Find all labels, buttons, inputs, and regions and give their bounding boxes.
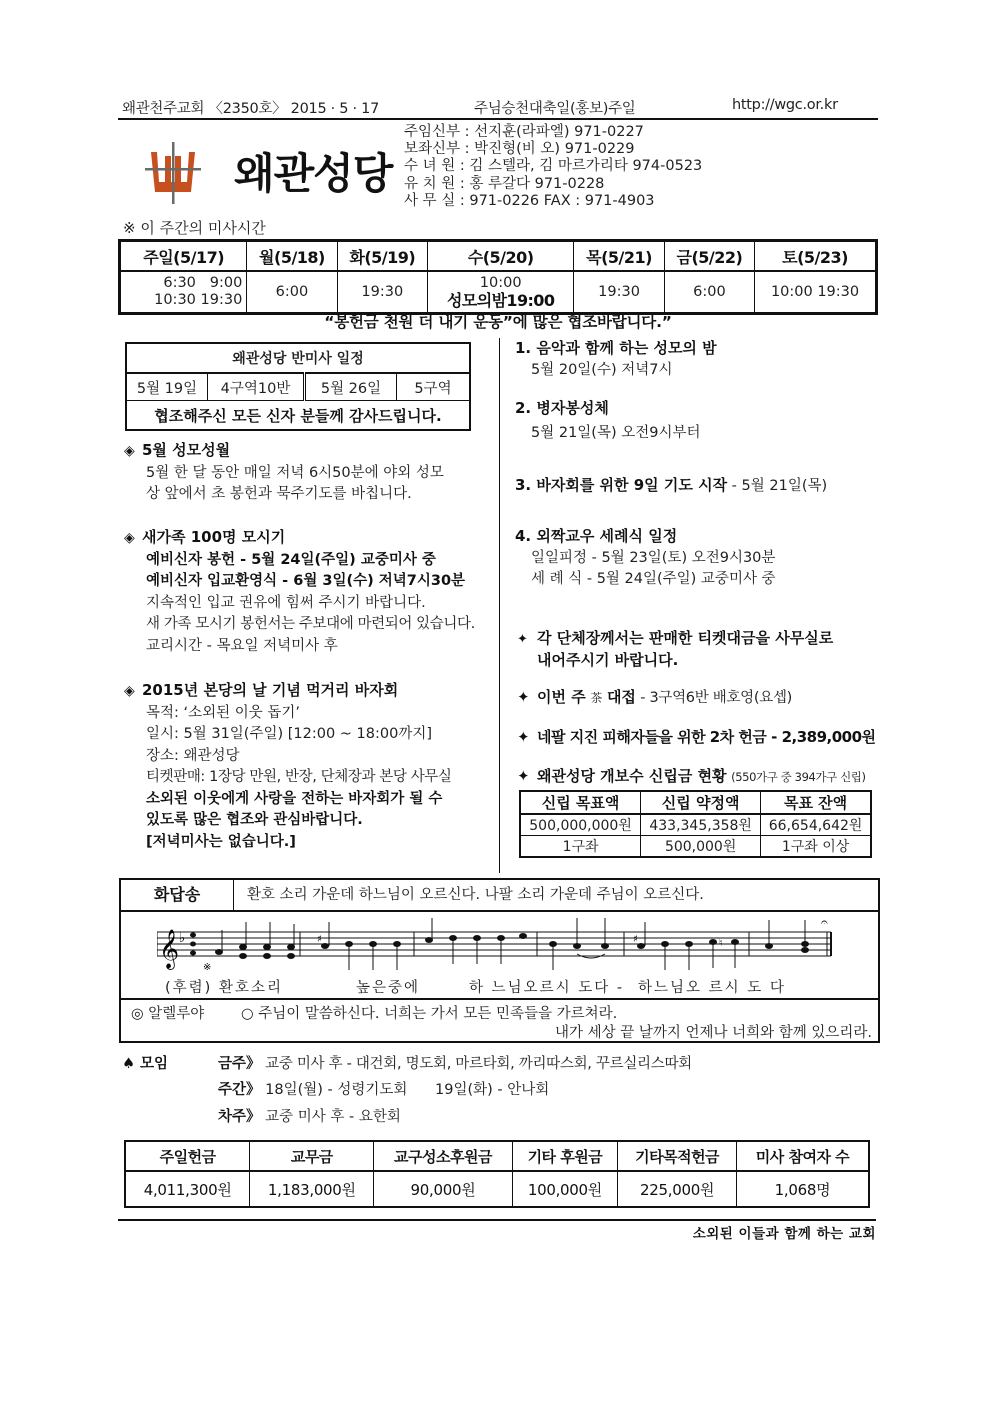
diamond-bullet-icon: ◈ bbox=[124, 443, 135, 459]
psalm-refrain: 환호 소리 가운데 하느님이 오르신다. 나팔 소리 가운데 주님이 오르신다. bbox=[247, 887, 704, 903]
church-issue: 왜관천주교회 〈2350호〉 2015 · 5 · 17 bbox=[122, 101, 380, 117]
notice-ticket-payment: ✦ 각 단체장께서는 판매한 티켓대금을 사무실로 내어주시기 바랍니다. bbox=[517, 629, 834, 669]
responsorial-psalm-box bbox=[119, 878, 880, 1043]
alleluia-label: ◎ 알렐루야 bbox=[131, 1006, 205, 1022]
section-title: 5월 성모성월 bbox=[142, 441, 231, 459]
pledge-table bbox=[519, 790, 872, 858]
footer-motto: 소외된 이들과 함께 하는 교회 bbox=[692, 1226, 876, 1242]
notice-tea-service: ✦ 이번 주 茶 대접 - 3구역6반 배호영(요셉) bbox=[517, 687, 882, 710]
column-header: 주일헌금 bbox=[125, 1141, 250, 1171]
mass-times: 10:00 19:30 bbox=[755, 271, 877, 314]
lyrics-segment: (후렴) 환호소리 bbox=[165, 980, 283, 996]
day-header: 주일(5/17) bbox=[120, 241, 247, 272]
diamond-bullet-icon: ◈ bbox=[124, 530, 135, 546]
contact-pastor: 주임신부 : 선지훈(라파엘) 971-0227 bbox=[404, 124, 644, 140]
mass-times: 19:30 bbox=[337, 271, 427, 314]
music-score bbox=[121, 912, 878, 1000]
banmisa-thanks: 협조해주신 모든 신자 분들께 감사드립니다. bbox=[126, 401, 470, 431]
mass-times: 6:30 9:00 10:30 19:30 bbox=[120, 271, 247, 314]
svg-text:♮: ♮ bbox=[719, 938, 723, 949]
column-header: 미사 참여자 수 bbox=[736, 1141, 869, 1171]
offering-slogan: “봉헌금 천원 더 내기 운동”에 많은 협조바랍니다.” bbox=[324, 313, 672, 331]
day-header: 수(5/20) bbox=[427, 241, 573, 272]
meeting-row: 금주》 교중 미사 후 - 대건회, 명도회, 마르타회, 까리따스회, 꾸르실리스따회 bbox=[218, 1056, 692, 1072]
parish-logo-icon bbox=[143, 142, 203, 204]
mass-times: 19:30 bbox=[574, 271, 664, 314]
feast-name: 주님승천대축일(홍보)주일 bbox=[474, 101, 636, 117]
day-header: 금(5/22) bbox=[664, 241, 754, 272]
column-divider bbox=[499, 338, 500, 873]
banmisa-table bbox=[125, 342, 471, 431]
mass-times: 6:00 bbox=[247, 271, 337, 314]
contact-assistant: 보좌신부 : 박진형(비 오) 971-0229 bbox=[404, 141, 635, 158]
mass-times: 6:00 bbox=[664, 271, 754, 314]
svg-text:𝄐: 𝄐 bbox=[821, 918, 828, 929]
column-header: 기타 후원금 bbox=[512, 1141, 618, 1171]
banmisa-title: 왜관성당 반미사 일정 bbox=[126, 343, 470, 373]
gospel-verse-line: 내가 세상 끝 날까지 언제나 너희와 함께 있으리라. bbox=[554, 1025, 872, 1041]
four-point-star-icon: ✦ bbox=[517, 728, 530, 746]
alleluia-verse bbox=[121, 1000, 878, 1041]
banmisa-date: 5월 26일 bbox=[305, 373, 397, 401]
svg-text:𝄞: 𝄞 bbox=[159, 929, 180, 969]
contact-list bbox=[404, 124, 702, 210]
mass-schedule-caption: ※ 이 주간의 미사시간 bbox=[123, 219, 266, 237]
banmisa-date: 5월 19일 bbox=[126, 373, 208, 401]
notice-marian-night: 1. 음악과 함께 하는 성모의 밤 5월 20일(수) 저녁7시 bbox=[515, 339, 717, 378]
contact-office: 사 무 실 : 971-0226 FAX : 971-4903 bbox=[404, 192, 655, 209]
website-link[interactable]: http://wgc.or.kr bbox=[732, 97, 838, 113]
contact-kindergarten: 유 치 원 : 홍 루갈다 971-0228 bbox=[404, 175, 605, 192]
psalm-label: 화답송 bbox=[121, 880, 234, 910]
table-row: 4,011,300원 1,183,000원 90,000원 100,000원 225,000원 1,068명 bbox=[125, 1171, 869, 1207]
svg-text:※: ※ bbox=[203, 962, 212, 973]
meeting-row: 차주》 교중 미사 후 - 요한회 bbox=[218, 1109, 401, 1125]
day-header: 목(5/21) bbox=[574, 241, 664, 272]
lyrics-segment: 높은중에 bbox=[356, 980, 421, 996]
column-header: 신립 목표액 bbox=[520, 791, 641, 814]
section-title: 2015년 본당의 날 기념 먹거리 바자회 bbox=[142, 681, 399, 699]
column-header: 교무금 bbox=[250, 1141, 374, 1171]
gospel-verse-line: ○ 주님이 말씀하신다. 너희는 가서 모든 민족들을 가르쳐라. bbox=[241, 1006, 618, 1022]
section-may-marian: ◈ 5월 성모성월 5월 한 달 동안 매일 저녁 6시50분에 야외 성모 상 앞에서 초 봉헌과 묵주기도를 바칩니다. bbox=[124, 441, 444, 502]
banmisa-district: 5구역 bbox=[397, 373, 471, 401]
notice-novena: 3. 바자회를 위한 9일 기도 시작 - 5월 21일(목) bbox=[515, 476, 828, 494]
section-bazaar: ◈ 2015년 본당의 날 기념 먹거리 바자회 목적: ‘소외된 이웃 돕기’ 일시: 5월 31일(주일) [12:00 ~ 18:00까지] 장소: 왜관성당 티켓판매: 1장당 만원, 반장, 단체장과 본당 사무실 소외된 이웃에게 사랑을 전하는 바자회가 될 수 있도록 많은 협조와 관심바랍니다. [저녁미사는 없습니다.] bbox=[124, 681, 452, 850]
table-row: 500,000,000원 433,345,358원 66,654,642원 bbox=[520, 814, 871, 836]
four-point-star-icon: ✦ bbox=[517, 688, 530, 706]
mass-times: 10:00 성모의밤19:00 bbox=[427, 271, 573, 314]
contact-convent: 수 녀 원 : 김 스텔라, 김 마르가리타 974-0523 bbox=[404, 158, 703, 175]
notice-renovation-pledge: ✦ 왜관성당 개보수 신립금 현황 (550가구 중 394가구 신립) bbox=[517, 766, 887, 789]
lyrics-segment: 하느님오 르시 도 다 bbox=[638, 980, 786, 996]
table-row: 1구좌 500,000원 1구좌 이상 bbox=[520, 836, 871, 858]
column-header: 기타목적헌금 bbox=[618, 1141, 737, 1171]
svg-text:♭: ♭ bbox=[179, 931, 186, 946]
four-point-star-icon: ✦ bbox=[517, 767, 530, 785]
mass-schedule-table bbox=[118, 239, 878, 315]
column-header: 교구성소후원금 bbox=[374, 1141, 512, 1171]
column-header: 신립 약정액 bbox=[641, 791, 761, 814]
day-header: 토(5/23) bbox=[755, 241, 877, 272]
svg-text:♯: ♯ bbox=[317, 934, 322, 945]
sheet-music-staff-icon bbox=[157, 918, 837, 976]
day-header: 화(5/19) bbox=[337, 241, 427, 272]
column-header: 목표 잔액 bbox=[761, 791, 871, 814]
diamond-bullet-icon: ◈ bbox=[124, 683, 135, 699]
section-new-family: ◈ 새가족 100명 모시기 예비신자 봉헌 - 5월 24일(주일) 교중미사 중 예비신자 입교환영식 - 6월 3일(수) 저녁7시30분 지속적인 입교 권유에 힘써 주시기 바랍니다. 새 가족 모시기 봉헌서는 주보대에 마련되어 있습니다. 교리시간 - 목요일 저녁미사 후 bbox=[124, 528, 475, 654]
header-rule bbox=[118, 118, 878, 120]
offerings-table bbox=[124, 1140, 870, 1208]
day-header: 월(5/18) bbox=[247, 241, 337, 272]
notice-baptism: 4. 외짝교우 세례식 일정 일일피정 - 5월 23일(토) 오전9시30분 세 례 식 - 5월 24일(주일) 교중미사 중 bbox=[515, 527, 776, 587]
banmisa-district: 4구역10반 bbox=[208, 373, 305, 401]
parish-name: 왜관성당 bbox=[234, 149, 393, 198]
meetings-label: ♠ 모임 bbox=[122, 1056, 169, 1072]
meeting-row: 주간》 18일(월) - 성령기도회 19일(화) - 안나회 bbox=[218, 1082, 550, 1098]
footer-rule bbox=[118, 1219, 876, 1221]
lyrics-segment: 하 느님오르시 도다 - bbox=[469, 980, 625, 996]
four-point-star-icon: ✦ bbox=[517, 632, 528, 647]
section-title: 새가족 100명 모시기 bbox=[142, 528, 286, 546]
notice-sick-communion: 2. 병자봉성체 5월 21일(목) 오전9시부터 bbox=[515, 399, 701, 441]
notice-nepal-collection: ✦ 네팔 지진 피해자들을 위한 2차 헌금 - 2,389,000원 bbox=[517, 727, 882, 750]
marian-night: 성모의밤19:00 bbox=[447, 291, 555, 310]
svg-text:♯: ♯ bbox=[633, 934, 638, 945]
